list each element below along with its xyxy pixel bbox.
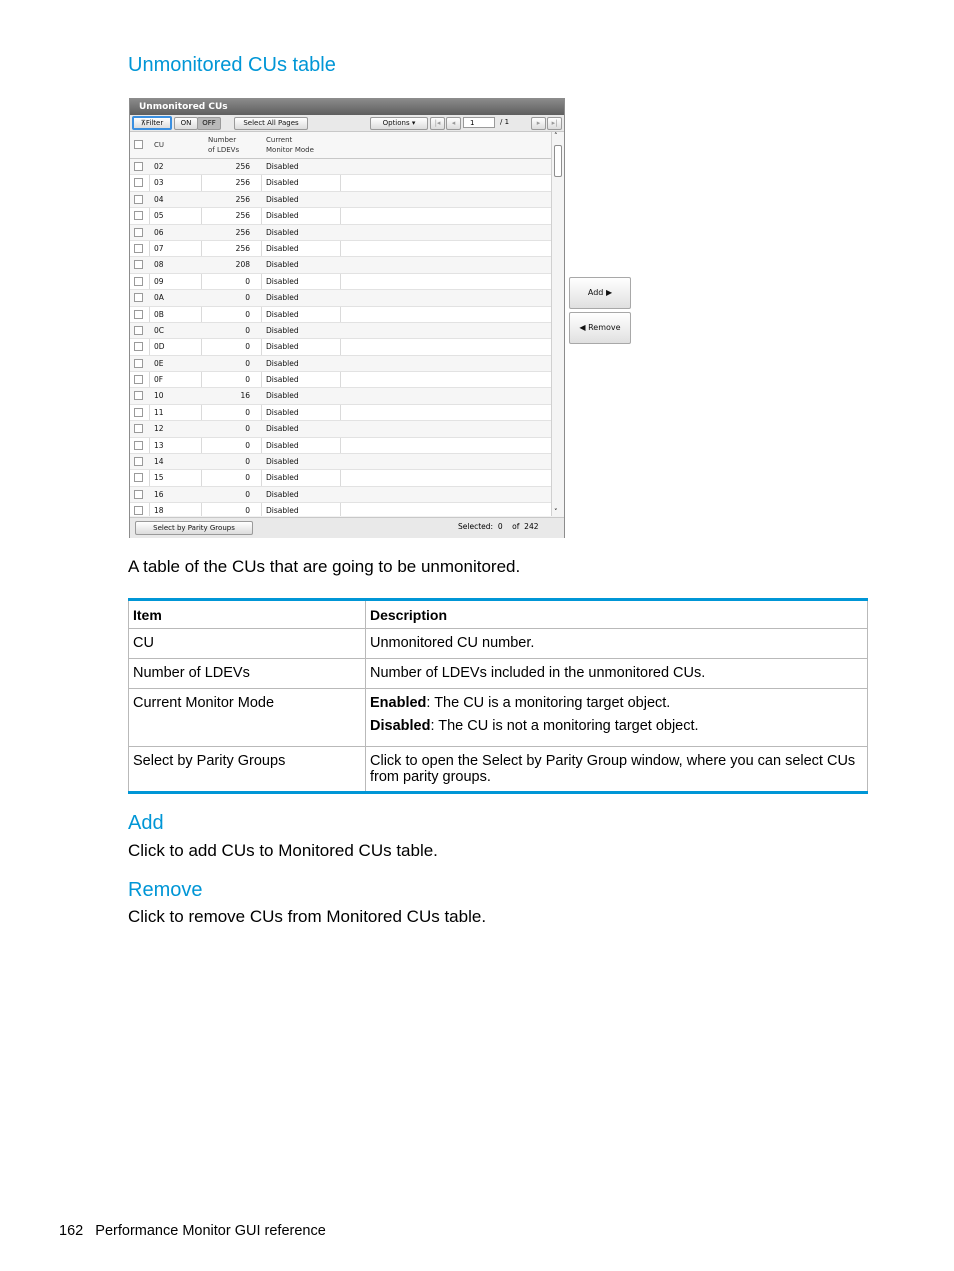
- cell-ldevs: 0: [245, 424, 250, 434]
- arrow-right-icon: ▶: [605, 288, 613, 297]
- table-row[interactable]: [130, 175, 551, 191]
- row-checkbox[interactable]: [134, 211, 143, 220]
- row-checkbox[interactable]: [134, 195, 143, 204]
- cell-ldevs: 256: [235, 227, 250, 237]
- cell-ldevs: 0: [245, 325, 250, 335]
- cell-mode: Disabled: [266, 391, 299, 401]
- options-label: Options: [382, 119, 410, 127]
- row-checkbox[interactable]: [134, 162, 143, 171]
- prev-page-icon[interactable]: ◂: [446, 117, 461, 130]
- item-mode: Current Monitor Mode: [129, 689, 366, 747]
- row-checkbox[interactable]: [134, 457, 143, 466]
- section-heading-remove: Remove: [128, 879, 203, 901]
- cell-cu: 03: [154, 178, 164, 188]
- cell-mode: Disabled: [266, 194, 299, 204]
- select-all-checkbox[interactable]: [134, 140, 143, 149]
- add-label: Add: [587, 288, 604, 297]
- col-cu[interactable]: CU: [154, 141, 165, 149]
- table-row[interactable]: [130, 241, 551, 257]
- page-footer: [59, 1223, 326, 1239]
- table-row[interactable]: [130, 257, 551, 273]
- table-row: [129, 747, 868, 793]
- cell-cu: 0A: [154, 293, 164, 303]
- desc-parity: Click to open the Select by Parity Group window, where you can select CUs from parity groups.: [366, 747, 868, 793]
- remove-text: Click to remove CUs from Monitored CUs table.: [128, 907, 487, 926]
- cell-ldevs: 256: [235, 211, 250, 221]
- cell-mode: Disabled: [266, 440, 299, 450]
- filter-on-toggle[interactable]: ON: [174, 117, 198, 130]
- section-heading-add: Add: [128, 812, 164, 834]
- cell-ldevs: 0: [245, 440, 250, 450]
- page-total: / 1: [500, 118, 510, 126]
- item-cu: CU: [129, 629, 366, 659]
- options-button[interactable]: [370, 117, 428, 130]
- row-checkbox[interactable]: [134, 506, 143, 515]
- cell-cu: 14: [154, 457, 164, 467]
- desc-cu: Unmonitored CU number.: [366, 629, 868, 659]
- item-ldevs: Number of LDEVs: [129, 659, 366, 689]
- cell-ldevs: 0: [245, 473, 250, 483]
- chevron-down-icon: ▾: [411, 119, 416, 127]
- cell-mode: Disabled: [266, 178, 299, 188]
- table-row[interactable]: [130, 454, 551, 470]
- row-checkbox[interactable]: [134, 178, 143, 187]
- description-table: [128, 598, 868, 794]
- filter-button[interactable]: [132, 116, 172, 130]
- cell-cu: 02: [154, 162, 164, 171]
- cell-ldevs: 16: [240, 391, 250, 401]
- table-row[interactable]: [130, 388, 551, 404]
- cell-mode: Disabled: [266, 342, 299, 352]
- table-row[interactable]: [130, 487, 551, 503]
- cell-mode: Disabled: [266, 260, 299, 270]
- selected-count: 0: [497, 522, 503, 531]
- vertical-scrollbar[interactable]: [551, 132, 564, 516]
- cell-mode: Disabled: [266, 407, 299, 417]
- th-description: Description: [366, 600, 868, 629]
- cell-cu: 07: [154, 243, 164, 253]
- table-row[interactable]: [130, 470, 551, 486]
- desc-ldevs: Number of LDEVs included in the unmonitored CUs.: [366, 659, 868, 689]
- cell-cu: 16: [154, 489, 164, 499]
- table-row[interactable]: [130, 323, 551, 339]
- section-heading-table: Unmonitored CUs table: [128, 54, 336, 76]
- cell-mode: Disabled: [266, 375, 299, 385]
- col-ldevs-line2[interactable]: of LDEVs: [208, 146, 240, 154]
- total-count: 242: [524, 522, 539, 531]
- panel-footer: [130, 517, 564, 538]
- cu-grid: [130, 132, 551, 516]
- of-label: of: [512, 522, 520, 531]
- cell-ldevs: 208: [235, 260, 250, 270]
- cell-cu: 10: [154, 391, 164, 401]
- table-row[interactable]: [130, 307, 551, 323]
- cell-ldevs: 0: [245, 457, 250, 467]
- cell-mode: Disabled: [266, 211, 299, 221]
- row-checkbox[interactable]: [134, 473, 143, 482]
- toolbar: [130, 115, 564, 132]
- cell-ldevs: 0: [245, 342, 250, 352]
- cell-mode: Disabled: [266, 358, 299, 368]
- selected-label: Selected:: [458, 522, 494, 531]
- cell-cu: 0D: [154, 342, 165, 352]
- cell-ldevs: 0: [245, 358, 250, 368]
- cell-mode: Disabled: [266, 293, 299, 303]
- page-number-input[interactable]: 1: [463, 117, 495, 128]
- row-checkbox[interactable]: [134, 359, 143, 368]
- cell-cu: 0C: [154, 325, 165, 335]
- table-row: [129, 689, 868, 747]
- table-row[interactable]: [130, 274, 551, 290]
- table-row[interactable]: [130, 192, 551, 208]
- cell-cu: 15: [154, 473, 164, 483]
- cell-mode: Disabled: [266, 424, 299, 434]
- row-checkbox[interactable]: [134, 408, 143, 417]
- next-page-icon[interactable]: ▸: [531, 117, 546, 130]
- disabled-desc: : The CU is not a monitoring target object.: [430, 718, 699, 734]
- cell-cu: 08: [154, 260, 164, 270]
- cell-cu: 05: [154, 211, 164, 221]
- row-checkbox[interactable]: [134, 293, 143, 302]
- panel-title: Unmonitored CUs: [130, 99, 564, 115]
- cell-ldevs: 256: [235, 162, 250, 171]
- filter-label: Filter: [145, 119, 164, 127]
- table-row: [129, 629, 868, 659]
- row-checkbox[interactable]: [134, 277, 143, 286]
- cell-ldevs: 0: [245, 309, 250, 319]
- cell-ldevs: 0: [245, 375, 250, 385]
- table-caption: A table of the CUs that are going to be unmonitored.: [128, 557, 521, 576]
- first-page-icon[interactable]: |◂: [430, 117, 445, 130]
- cell-ldevs: 0: [245, 276, 250, 286]
- row-checkbox[interactable]: [134, 228, 143, 237]
- table-row[interactable]: [130, 208, 551, 224]
- table-row[interactable]: [130, 405, 551, 421]
- cell-cu: 06: [154, 227, 164, 237]
- scroll-thumb[interactable]: [554, 145, 562, 177]
- filter-off-toggle[interactable]: OFF: [197, 117, 221, 130]
- row-checkbox[interactable]: [134, 244, 143, 253]
- row-checkbox[interactable]: [134, 342, 143, 351]
- row-checkbox[interactable]: [134, 424, 143, 433]
- cell-cu: 12: [154, 424, 164, 434]
- table-row[interactable]: [130, 356, 551, 372]
- cell-cu: 18: [154, 506, 164, 516]
- table-row: [129, 659, 868, 689]
- row-checkbox[interactable]: [134, 310, 143, 319]
- cell-mode: Disabled: [266, 506, 299, 516]
- select-all-pages-button[interactable]: Select All Pages: [234, 117, 308, 130]
- cell-cu: 04: [154, 194, 164, 204]
- cell-cu: 0B: [154, 309, 164, 319]
- cell-mode: Disabled: [266, 489, 299, 499]
- col-ldevs-line1[interactable]: Number: [208, 136, 237, 144]
- cell-ldevs: 256: [235, 194, 250, 204]
- scroll-up-icon[interactable]: ˄: [554, 132, 558, 140]
- arrow-left-icon: ◀: [579, 323, 586, 332]
- term-enabled: Enabled: [370, 695, 427, 711]
- cell-cu: 0F: [154, 375, 164, 385]
- col-mode-line2[interactable]: Monitor Mode: [266, 146, 314, 154]
- enabled-desc: : The CU is a monitoring target object.: [426, 695, 671, 711]
- table-row[interactable]: [130, 438, 551, 454]
- cell-mode: Disabled: [266, 473, 299, 483]
- col-mode-line1[interactable]: Current: [266, 136, 293, 144]
- last-page-icon[interactable]: ▸|: [547, 117, 562, 130]
- cell-cu: 13: [154, 440, 164, 450]
- row-checkbox[interactable]: [134, 375, 143, 384]
- remove-button[interactable]: [569, 312, 631, 344]
- table-row[interactable]: [130, 421, 551, 437]
- desc-mode: [366, 689, 868, 747]
- unmonitored-cus-panel: [129, 98, 565, 538]
- select-by-parity-groups-button[interactable]: Select by Parity Groups: [135, 521, 253, 535]
- table-row[interactable]: [130, 159, 551, 175]
- term-disabled: Disabled: [370, 718, 431, 734]
- add-text: Click to add CUs to Monitored CUs table.: [128, 841, 438, 860]
- selected-summary: [458, 522, 539, 531]
- table-row[interactable]: [130, 503, 551, 516]
- table-row[interactable]: [130, 290, 551, 306]
- cell-mode: Disabled: [266, 309, 299, 319]
- cell-ldevs: 0: [245, 407, 250, 417]
- cell-ldevs: 0: [245, 506, 250, 516]
- cell-ldevs: 256: [235, 243, 250, 253]
- row-checkbox[interactable]: [134, 260, 143, 269]
- cell-cu: 0E: [154, 358, 164, 368]
- row-checkbox[interactable]: [134, 441, 143, 450]
- cell-cu: 11: [154, 407, 164, 417]
- cell-mode: Disabled: [266, 276, 299, 286]
- th-item: Item: [129, 600, 366, 629]
- cell-cu: 09: [154, 276, 164, 286]
- page-number: 162: [59, 1223, 84, 1239]
- row-checkbox[interactable]: [134, 490, 143, 499]
- add-button[interactable]: [569, 277, 631, 309]
- scroll-down-icon[interactable]: ˅: [554, 508, 558, 516]
- cell-mode: Disabled: [266, 243, 299, 253]
- cell-ldevs: 0: [245, 489, 250, 499]
- page-footer-title: Performance Monitor GUI reference: [95, 1223, 326, 1239]
- grid-rows: [130, 159, 551, 516]
- remove-label: Remove: [588, 323, 621, 332]
- table-row[interactable]: [130, 339, 551, 355]
- grid-header: [130, 132, 551, 159]
- filter-icon: ⊼: [140, 119, 146, 127]
- cell-ldevs: 0: [245, 293, 250, 303]
- cell-mode: Disabled: [266, 457, 299, 467]
- cell-ldevs: 256: [235, 178, 250, 188]
- row-checkbox[interactable]: [134, 326, 143, 335]
- cell-mode: Disabled: [266, 227, 299, 237]
- cell-mode: Disabled: [266, 325, 299, 335]
- table-row[interactable]: [130, 225, 551, 241]
- row-checkbox[interactable]: [134, 391, 143, 400]
- table-row[interactable]: [130, 372, 551, 388]
- cell-mode: Disabled: [266, 162, 299, 171]
- item-parity: Select by Parity Groups: [129, 747, 366, 793]
